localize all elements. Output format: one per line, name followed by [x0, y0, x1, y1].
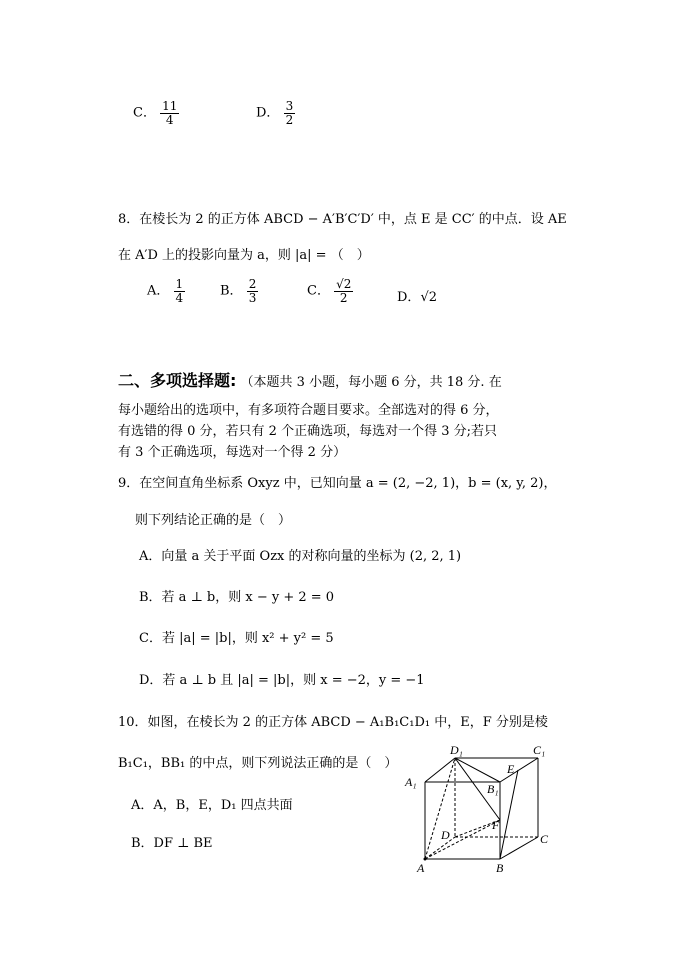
label-d1: D₁ [450, 745, 463, 757]
q8-line2: 在 A′D 上的投影向量为 a，则 |a| = （ ） [118, 248, 370, 263]
q9-line1: 9．在空间直角坐标系 Oxyz 中，已知向量 a = (2, −2, 1)，b = (x, y, 2)， [118, 476, 557, 491]
q8-option-a: A． $\frac{1}{4}$ [147, 277, 184, 305]
label-c: C [540, 832, 549, 846]
cube-figure [403, 745, 553, 875]
label-b1: B₁ [487, 782, 499, 796]
label-d: D [441, 828, 450, 842]
q7-option-d-label: D． [256, 105, 280, 121]
q7-option-d-fraction: $\frac{3}{2}$ [285, 99, 294, 127]
q10-line2: B₁C₁，BB₁ 的中点，则下列说法正确的是（ ） [118, 756, 398, 771]
q9-option-d: D．若 a ⊥ b 且 |a| = |b|，则 x = −2，y = −1 [139, 673, 425, 688]
q9-option-c: C．若 |a| = |b|，则 x² + y² = 5 [139, 631, 334, 646]
label-b: B [496, 861, 504, 875]
q7-option-c-fraction: $\frac{11}{4}$ [162, 99, 178, 127]
q8-option-d: D．√2 [397, 290, 437, 305]
q7-option-d [256, 100, 295, 126]
section2-heading: 二、多项选择题: [118, 371, 237, 390]
label-c1: C₁ [533, 745, 546, 757]
q10-option-b: B．DF ⊥ BE [131, 836, 213, 851]
q7-option-c-label: C． [133, 105, 156, 121]
q9-option-a: A．向量 a 关于平面 Ozx 的对称向量的坐标为 (2, 2, 1) [139, 549, 462, 564]
section2-heading-line [118, 368, 502, 391]
q9-line2: 则下列结论正确的是（ ） [135, 513, 292, 528]
label-e: E [507, 762, 515, 776]
q9-option-b: B．若 a ⊥ b，则 x − y + 2 = 0 [139, 590, 335, 605]
q7-option-c [133, 100, 179, 126]
q8-option-b: B． $\frac{2}{3}$ [220, 277, 257, 305]
q8-option-c: C． $\frac{√2}{2}$ [307, 277, 352, 305]
label-a: A [417, 861, 425, 875]
q10-option-a: A．A，B，E，D₁ 四点共面 [131, 798, 293, 813]
section2-intro4: 有 3 个正确选项，每选对一个得 2 分） [118, 445, 347, 460]
q8-line1: 8．在棱长为 2 的正方体 ABCD − A′B′C′D′ 中，点 E 是 CC′ 的中点．设 AE [118, 212, 567, 227]
label-a1: A₁ [405, 775, 417, 789]
section2-intro1: （本题共 3 小题，每小题 6 分，共 18 分. 在 [240, 375, 502, 390]
section2-intro3: 有选错的得 0 分，若只有 2 个正确选项，每选对一个得 3 分;若只 [118, 424, 497, 439]
label-f: F [492, 818, 500, 832]
section2-intro2: 每小题给出的选项中，有多项符合题目要求。全部选对的得 6 分， [118, 403, 499, 418]
q10-line1: 10．如图，在棱长为 2 的正方体 ABCD − A₁B₁C₁D₁ 中，E，F 分别是棱 [118, 715, 548, 730]
